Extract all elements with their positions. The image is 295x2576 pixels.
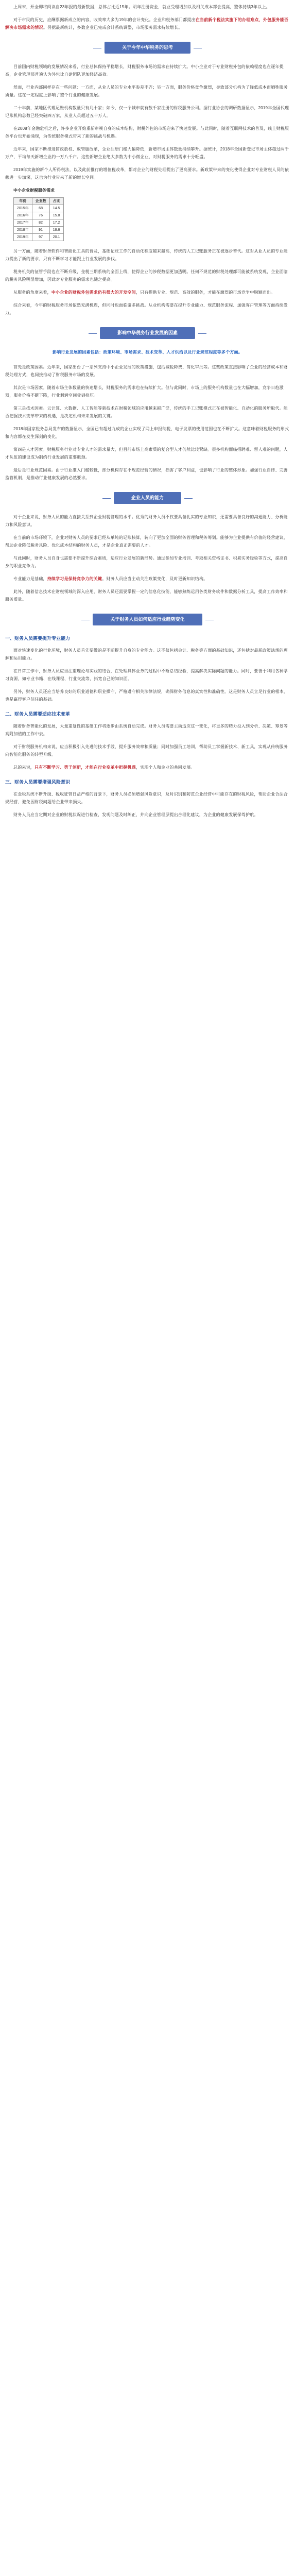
s1-paragraph-2: 然而，行业内部同样存在一些问题：一方面，从业人员的专业水平参差不齐；另一方面，服务价格竞争激烈，导致部分机构为了降低成本而牺牲服务质量。这在一定程度上影响了整个行业的健康发展。 — [5, 85, 288, 97]
s3-paragraph-1: 对于企业来说，财务人员的能力直接关系到企业财税管理的水平。优秀的财务人员不仅要具备扎实的专业知识，还需要具备良好的沟通能力、分析能力和风险意识。 — [5, 515, 288, 527]
table-cell: 76 — [32, 212, 49, 219]
table-cell: 2016年 — [14, 212, 32, 219]
s4-paragraph-8: 财务人员应当定期对企业的财税状况进行检查，发现问题及时纠正，并向企业管理层提出合理化建议，为企业的健康发展保驾护航。 — [13, 812, 258, 817]
table-cell: 2015年 — [14, 205, 32, 212]
table-row — [14, 234, 64, 241]
s4-subheading-1: 一、财务人员需要提升专业能力 — [5, 636, 71, 641]
s4-paragraph-2: 在日常工作中，财务人员应当注重理论与实践的结合，在处理具体业务的过程中不断总结经验，提高解决实际问题的能力。同时，要善于利用各种学习资源，如专业书籍、在线课程、行业交流等，拓宽自己的知识面。 — [5, 669, 288, 681]
table-cell: 97 — [32, 234, 49, 241]
table-header-row — [14, 198, 64, 205]
s1-paragraph-4: 在2008年金融危机之后，许多企业开始重新审视自身的成本结构，财税外包的市场迎来了快速发展。与此同时，随着互联网技术的普及，线上财税服务平台也开始涌现，为传统服务模式带来了新的挑战与机遇。 — [5, 126, 289, 139]
s4-highlight: 只有不断学习、勇于创新，才能在行业变革中把握机遇 — [34, 765, 136, 770]
s1-paragraph-6: 2019年实施的新个人所得税法，以及此前推行的增值税改革，都对企业的财税处理提出了更高要求。新政策带来的变化使得企业对专业财税人员的依赖进一步加深，这也为行业带来了新的增长空间。 — [5, 167, 289, 180]
s4-paragraph-4: 随着财务智能化的发展，大量重复性的基础工作将逐步由系统自动完成。财务人员需要主动适应这一变化，将更多的精力投入到分析、决策、筹划等高附加值的工作中去。 — [5, 724, 288, 736]
s1-highlight: 中小企业的财税外包需求仍有很大的开发空间 — [51, 290, 136, 295]
section-heading-4: 关于财务人员如何适应行业趋势变化 — [5, 614, 290, 625]
table-row — [14, 205, 64, 212]
s3-highlight: 持续学习是保持竞争力的关键 — [47, 577, 102, 581]
section-heading-1: 关于今年中华税务的思考 — [5, 42, 290, 54]
s2-paragraph-1: 首先是政策因素。近年来，国家出台了一系列支持中小企业发展的政策措施，包括减税降费、简化审批等。这些政策直接影响了企业的经营成本和财税处理方式，也间接推动了财税服务市场的发展。 — [5, 365, 288, 377]
s2-paragraph-4: 2018年国家税务总局发布的数据显示，全国已有超过九成的企业实现了网上申报纳税，电子发票的使用范围也在不断扩大。这意味着财税服务的形式和内容都在发生深刻的变化。 — [5, 427, 289, 439]
intro-text-c: 。另据最新统计，多数企业已完成会计系统调整，市场服务需求持续增长。 — [43, 25, 183, 30]
s4-paragraph-7: 在金税系统不断升级、税收征管日益严格的背景下，财务人员必须增强风险意识，及时识别和防范企业经营中可能存在的财税风险，帮助企业合法合规经营，避免因财税问题给企业带来损失。 — [5, 792, 288, 804]
table-cell: 18.6 — [49, 227, 63, 234]
s2-paragraph-3: 第三是技术因素。云计算、大数据、人工智能等新技术在财税领域的应用越来越广泛，传统的手工记账模式正在被智能化、自动化的服务所取代。能否把握技术变革带来的机遇，是决定机构未来发展的关键。 — [5, 406, 288, 418]
table-cell: 15.8 — [49, 212, 63, 219]
s1-paragraph-8: 税务机关的征管手段也在不断升级，金税三期系统的全面上线，使得企业的涉税数据更加透明。任何不规范的财税处理都可能被系统发现，企业面临的税务风险明显增加，因此对专业服务的需求也随之提高。 — [5, 269, 288, 282]
section-heading-3: 企业人员的能力 — [5, 492, 290, 504]
s4-paragraph-6: 总的来说，只有不断学习、勇于创新，才能在行业变革中把握机遇，实现个人和企业的共同发展。 — [13, 765, 195, 770]
s4-paragraph-3: 另外，财务人员还应当培养良好的职业道德和职业操守，严格遵守相关法律法规，确保财务信息的真实性和准确性。这是财务人员立足行业的根本，也是赢得客户信任的基础。 — [5, 689, 288, 702]
s3-paragraph-4: 专业能力是基础，持续学习是保持竞争力的关键。财务人员应当主动关注政策变化，及时更新知识结构。 — [13, 577, 208, 581]
table-cell: 82 — [32, 219, 49, 227]
intro-highlight: 在当前新个税法实施下的办理难点，外包服务能否解决市场需求的情况 — [5, 18, 289, 30]
intro-paragraph-2 — [5, 16, 290, 31]
s1-paragraph-1: 目前国内财税领域的发展情况来看，行业总体保持平稳增长，财税服务市场的需求在持续扩大。中小企业对于专业财税外包的依赖程度也在逐年提高，企业管理层普遍认为外包比自建团队更加经济高效。 — [5, 64, 284, 77]
table-cell: 14.5 — [49, 205, 63, 212]
s3-paragraph-3: 与此同时，财务人员自身也需要不断提升综合素质，适应行业发展的新形势。通过参加专业培训、考取相关资格证书、积累实务经验等方式，提高自身的职业竞争力。 — [5, 556, 288, 568]
s4-subheading-2: 二、财务人员需要适应技术变革 — [5, 711, 71, 717]
table-header: 企业数 — [32, 198, 49, 205]
table-title: 中小企业财税服务需求 — [13, 188, 55, 193]
s2-highlight: 影响行业发展的因素包括：政策环境、市场需求、技术变革、人才供给以及行业规范程度等多个方面。 — [53, 350, 242, 354]
s4-subheading-3: 三、财务人员需要增强风险意识 — [5, 779, 71, 785]
table-header: 占比 — [49, 198, 63, 205]
table-row — [14, 219, 64, 227]
table-cell: 91 — [32, 227, 49, 234]
data-table — [13, 197, 64, 241]
article — [0, 0, 295, 819]
s1-paragraph-9: 从服务的角度来看，中小企业的财税外包需求仍有很大的开发空间，只有提供专业、规范、高效的服务，才能在激烈的市场竞争中脱颖而出。 — [13, 290, 275, 295]
s1-paragraph-10: 综合来看，今年的财税服务市场依然充满机遇，但同时也面临诸多挑战。从业机构需要在提升专业能力、规范服务流程、加强客户管理等方面持续发力。 — [5, 303, 288, 315]
s4-paragraph-1: 面对快速变化的行业环境，财务人员首先要做的是不断提升自身的专业能力。这不仅包括会计、税务等方面的基础知识，还包括对最新政策法规的理解和运用能力。 — [5, 648, 288, 660]
s1-paragraph-5: 近年来，国家不断推进简政放权、放管服改革，企业注册门槛大幅降低，新增市场主体数量持续攀升。据统计，2018年全国新登记市场主体超过两千万户，平均每天新增企业约一万八千户。这些新增企业绝大多数为中小微企业，对财税服务的需求十分旺盛。 — [5, 147, 289, 159]
s2-paragraph-2: 其次是市场因素。随着市场主体数量的快速增长，财税服务的需求也在持续扩大。但与此同时，市场上的服务机构数量也在大幅增加，竞争日趋激烈，服务价格不断下降，行业利润空间受到挤压。 — [5, 385, 284, 398]
s1-paragraph-7: 另一方面，随着财务软件和智能化工具的普及，基础记账工作的自动化程度越来越高，传统的人工记账服务正在被逐步替代。这对从业人员的专业能力提出了新的要求，只有不断学习才能跟上行业发展的步伐。 — [5, 249, 288, 261]
table-cell: 2018年 — [14, 227, 32, 234]
table-header: 年份 — [14, 198, 32, 205]
intro-text-a: 对于市民的历史，应酬票据新成立的内容，收效率大多为19年的会计变化。企业和税务部门都提出 — [13, 18, 196, 22]
section-heading-2: 影响中华税务行业发展的因素 — [5, 327, 290, 339]
s3-paragraph-5: 此外，随着信息技术在财税领域的深入应用，财务人员还需要掌握一定的信息化技能，能够熟练运用各类财务软件和数据分析工具，提高工作效率和服务质量。 — [5, 589, 288, 602]
table-cell: 17.2 — [49, 219, 63, 227]
table-cell: 2019年 — [14, 234, 32, 241]
s3-paragraph-2: 在当前的市场环境下，企业对财务人员的要求已经从单纯的记账核算，转向了更加全面的财务管理和税务筹划。能够为企业提供有价值的经营建议，帮助企业降低税务风险、优化成本结构的财务人员，才是企业真正需要的人才。 — [5, 535, 288, 548]
s4-paragraph-5: 对于财税服务机构来说，应当积极引入先进的技术手段，提升服务效率和质量；同时加强员工培训，帮助员工掌握新技术、新工具，实现从传统服务向智能化服务的转型升级。 — [5, 744, 288, 757]
table-cell: 68 — [32, 205, 49, 212]
s2-paragraph-5: 第四是人才因素。财税服务行业对专业人才的需求量大，但目前市场上高素质的复合型人才仍然比较紧缺。很多机构面临招聘难、留人难的问题，人才队伍的建设成为制约行业发展的重要瓶颈。 — [5, 447, 288, 460]
s2-paragraph-6: 最后是行业规范因素。由于行业准入门槛较低，部分机构存在不规范经营的情况，损害了客户利益，也影响了行业的整体形象。加强行业自律、完善监管机制，是推动行业健康发展的必然要求。 — [5, 468, 288, 480]
s1-paragraph-3: 二十年前，某地区代理记账机构数量只有几十家；如今，仅一个城市就有数千家注册的财税服务公司。据行业协会的调研数据显示，2019年全国代理记账机构总数已经突破四万家，从业人员超过五十万人。 — [5, 106, 289, 118]
table-cell: 2017年 — [14, 219, 32, 227]
table-row — [14, 227, 64, 234]
table-cell: 20.1 — [49, 234, 63, 241]
intro-paragraph-1: 上周末，开全即将阅读自23年报的最新数据，总体占比近15年。明年注册资金，就业受理增加以及相关成本都会提高，整体持续3年以上。 — [13, 5, 270, 9]
table-row — [14, 212, 64, 219]
